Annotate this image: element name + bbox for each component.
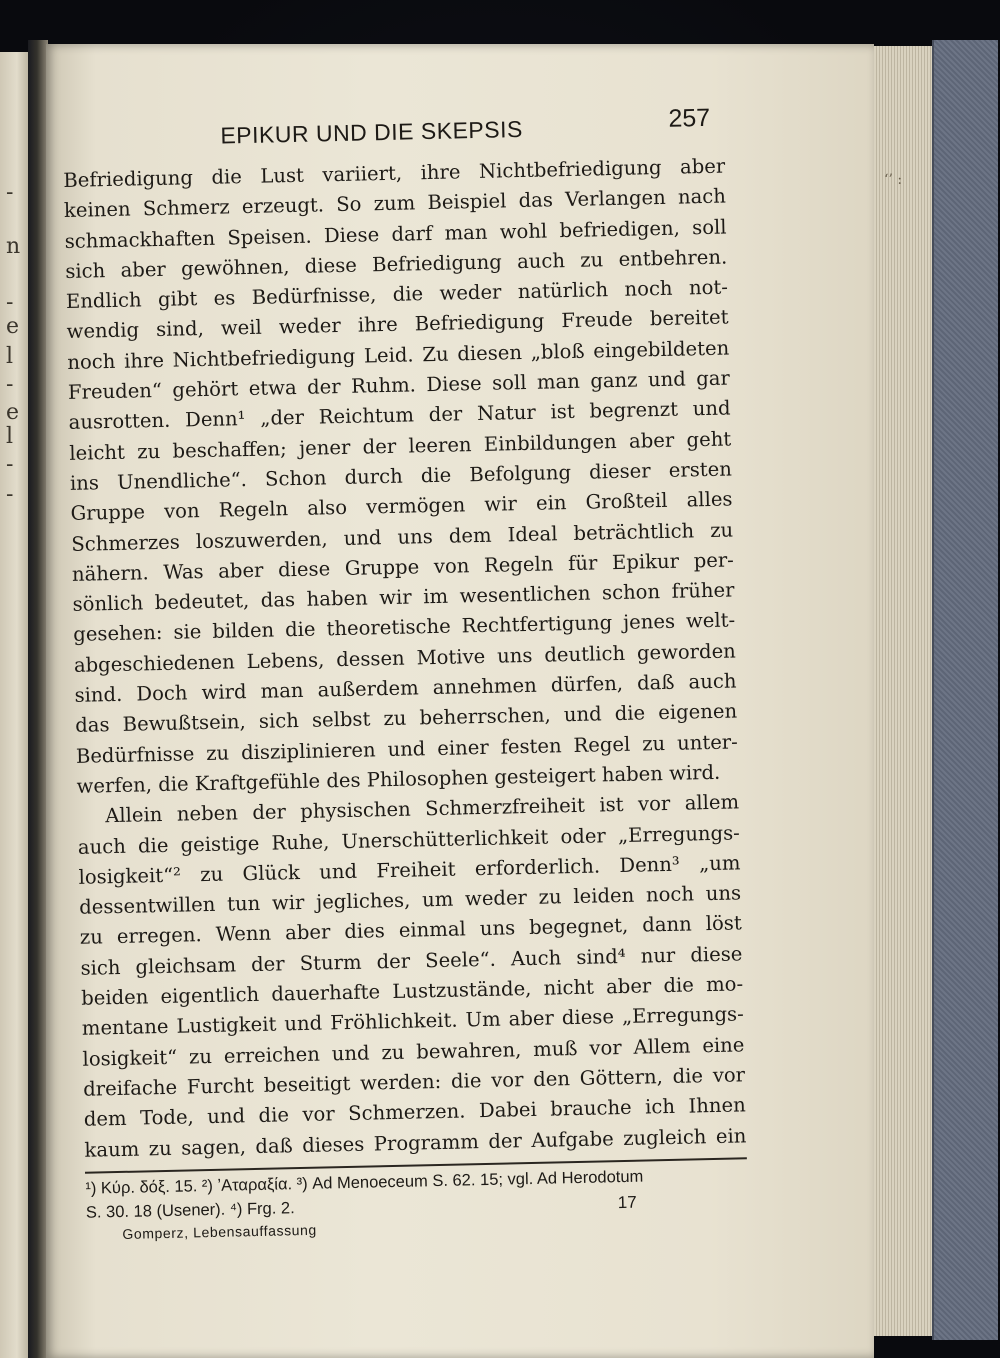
text-line: mentane Lustigkeit und Fröhlichkeit. Um aber diese „Erregungs-: [81, 1002, 744, 1041]
text-line: werfen, die Kraftgefühle des Philosophen gesteigert haben wird.: [76, 760, 721, 798]
left-page-fragment: l: [6, 424, 14, 449]
text-line: ausrotten. Denn¹ „der Reichtum der Natur ist begrenzt und: [68, 396, 731, 435]
page-number: 257: [668, 103, 711, 133]
text-line: Schmerzes loszuwerden, und uns dem Ideal beträchtlich zu: [71, 518, 734, 556]
text-line: losigkeit“² zu Glück und Freiheit erforderlich. Denn³ „um: [78, 851, 741, 889]
text-line: schmackhaften Speisen. Diese darf man wohl befriedigen, soll: [64, 215, 727, 253]
left-page-fragment: -: [6, 180, 14, 205]
left-page-fragment: -: [6, 372, 14, 397]
sheet-number: 17: [617, 1192, 637, 1212]
text-line: gesehen: sie bilden die theoretische Rechtfertigung jenes welt-: [73, 608, 736, 647]
text-line: dreifache Furcht beseitigt werden: die vor den Göttern, die vor: [82, 1063, 746, 1101]
footnote-line: S. 30. 18 (Usener). ⁴) Frg. 2.: [85, 1198, 295, 1222]
left-page-fragment: -: [6, 290, 14, 315]
text-line: kaum zu sagen, daß dieses Programm der Aufgabe zugleich ein: [84, 1123, 747, 1162]
text-line: nähern. Was aber diese Gruppe von Regeln für Epikur per-: [71, 548, 735, 586]
left-page-fragment: n: [6, 234, 21, 259]
text-line: Gruppe von Regeln also vermögen wir ein Großteil alles: [70, 487, 733, 526]
text-line: Allein neben der physischen Schmerzfreiheit ist vor allem: [104, 790, 740, 828]
footnote-line: ¹) Κύρ. δόξ. 15. ²) ʼΑταραξία. ³) Ad Menoeceum S. 62. 15; vgl. Ad Herodotum: [85, 1167, 644, 1198]
text-line: zu erregen. Wenn aber dies einmal uns begegnet, dann löst: [79, 911, 742, 950]
text-line: Endlich gibt es Bedürfnisse, die weder natürlich noch not-: [65, 275, 729, 314]
left-page-fragment: e: [6, 314, 20, 339]
text-line: das Bewußtsein, sich selbst zu beherrschen, und die eigenen: [75, 699, 738, 738]
text-line: losigkeit“ zu erreichen und zu bewahren, muß vor Allem eine: [82, 1032, 745, 1071]
running-head: EPIKUR UND DIE SKEPSIS: [220, 115, 524, 149]
text-line: dem Tode, und die vor Schmerzen. Dabei brauche ich Ihnen: [83, 1093, 746, 1131]
text-line: auch die geistige Ruhe, Unerschütterlichkeit oder „Erregungs-: [77, 820, 740, 859]
signature-author: Gomperz, Lebensauffassung: [122, 1221, 318, 1242]
text-line: sind. Doch wird man außerdem annehmen dürfen, daß auch: [74, 669, 737, 707]
text-line: Freuden“ gehört etwa der Ruhm. Diese soll man ganz und gar: [67, 366, 731, 405]
page-edge-marks: ‘’ :: [884, 172, 903, 188]
text-line: keinen Schmerz erzeugt. So zum Beispiel das Verlangen nach: [63, 184, 727, 223]
page-edges: [874, 46, 932, 1336]
page-content: [62, 104, 749, 1257]
text-line: sich aber gewöhnen, diese Befriedigung auch zu entbehren.: [65, 245, 728, 283]
left-page-fragment: -: [6, 482, 14, 507]
text-line: Befriedigung die Lust variiert, ihre Nichtbefriedigung aber: [63, 154, 726, 192]
text-line: wendig sind, weil weder ihre Befriedigung Freude bereitet: [66, 305, 729, 344]
left-page-edge: [0, 52, 28, 1358]
text-line: Bedürfnisse zu disziplinieren und einer festen Regel zu unter-: [75, 730, 739, 768]
text-line: sönlich bedeutet, das haben wir im wesentlichen schon früher: [72, 578, 735, 617]
text-line: abgeschiedenen Lebens, dessen Motive uns deutlich geworden: [73, 639, 737, 677]
body-text: [63, 152, 747, 1166]
left-page-fragment: l: [6, 344, 14, 369]
left-page-fragment: -: [6, 452, 14, 477]
text-line: dessentwillen tun wir jegliches, um weder zu leiden noch uns: [78, 881, 742, 919]
book-cover: [932, 40, 998, 1340]
left-page-fragment: e: [6, 400, 20, 425]
text-line: ins Unendliche“. Schon durch die Befolgung dieser ersten: [69, 457, 733, 495]
text-line: noch ihre Nichtbefriedigung Leid. Zu diesen „bloß eingebildeten: [67, 336, 730, 374]
text-line: leicht zu beschaffen; jener der leeren Einbildungen aber geht: [69, 427, 732, 465]
book-gutter: [28, 40, 48, 1358]
text-line: sich gleichsam der Sturm der Seele“. Auch sind⁴ nur diese: [80, 942, 743, 980]
text-line: beiden eigentlich dauerhafte Lustzustände, nicht aber die mo-: [80, 972, 744, 1010]
